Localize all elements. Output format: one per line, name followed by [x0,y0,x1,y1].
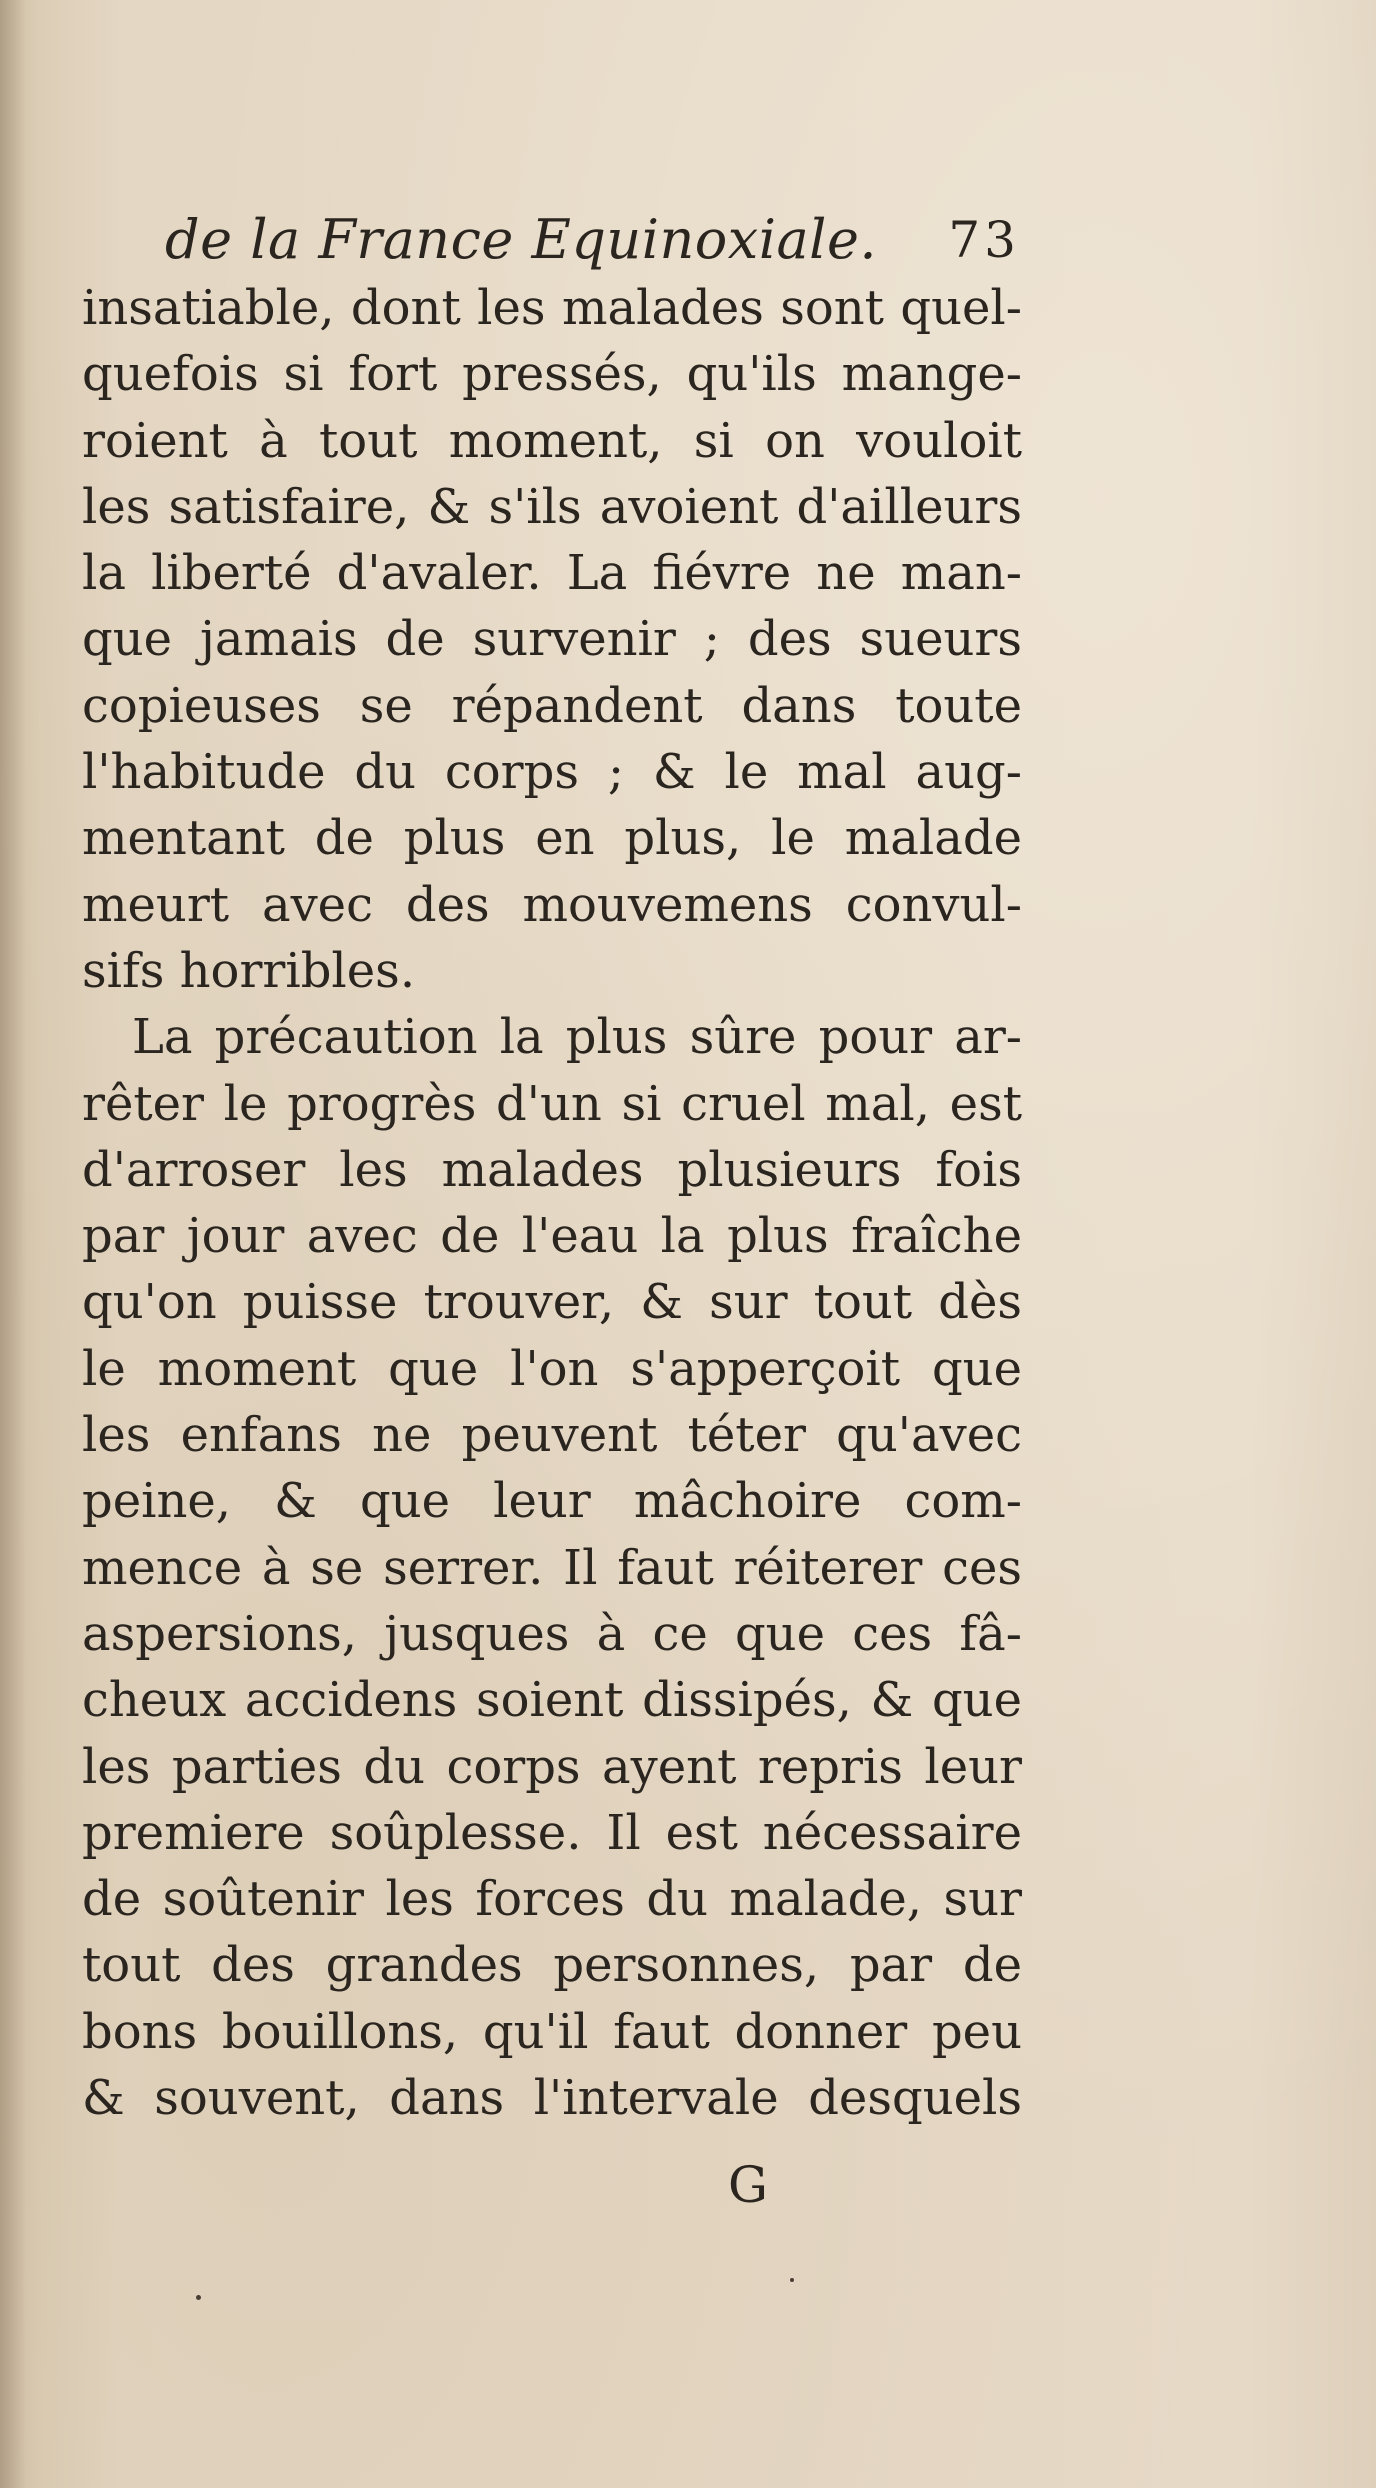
text-line: copieuses se répandent dans toute [82,677,1022,734]
text-line: les satisfaire, & s'ils avoient d'ailleurs [82,478,1022,535]
running-head: de la France Equinoxiale. [165,208,878,271]
page-header [165,205,1020,275]
text-line: insatiable, dont les malades sont quel- [82,280,1022,336]
paragraph-first-line: La précaution la plus sûre pour ar- [132,1009,1022,1066]
text-line: qu'on puisse trouver, & sur tout dès [82,1274,1022,1331]
text-line: le moment que l'on s'apperçoit que [82,1340,1022,1397]
text-line: tout des grandes personnes, par de [82,1937,1022,1994]
text-line: par jour avec de l'eau la plus fraîche [82,1208,1022,1265]
text-line: meurt avec des mouvemens convul- [82,876,1022,933]
paragraph-last-line: sifs horribles. [82,942,416,999]
text-line: mentant de plus en plus, le malade [82,810,1022,867]
text-line: rêter le progrès d'un si cruel mal, est [82,1075,1022,1132]
text-line: premiere soûplesse. Il est nécessaire [82,1804,1022,1861]
text-line: d'arroser les malades plusieurs fois [82,1141,1022,1198]
text-line: l'habitude du corps ; & le mal aug- [82,744,1022,801]
text-line: bons bouillons, qu'il faut donner peu [82,2003,1022,2060]
text-line: aspersions, jusques à ce que ces fâ- [82,1605,1022,1662]
text-line: de soûtenir les forces du malade, sur [82,1871,1022,1928]
text-line: mence à se serrer. Il faut réiterer ces [82,1539,1022,1596]
text-line: & souvent, dans l'intervale desquels [82,2070,1022,2127]
text-line: que jamais de survenir ; des sueurs [82,611,1022,668]
text-line: la liberté d'avaler. La fiévre ne man- [82,545,1022,602]
body-text [82,275,1022,2131]
page-number: 73 [948,211,1020,269]
paper-speck [196,2295,201,2300]
text-line: peine, & que leur mâchoire com- [82,1473,1022,1530]
text-line: cheux accidens soient dissipés, & que [82,1672,1022,1729]
text-line: roient à tout moment, si on vouloit [82,412,1022,469]
text-line: les parties du corps ayent repris leur [82,1738,1022,1795]
paper-speck [790,2278,794,2282]
gutter-shadow [0,0,26,2488]
text-line: les enfans ne peuvent téter qu'avec [82,1407,1022,1464]
signature-mark: G [728,2156,768,2214]
text-line: quefois si fort pressés, qu'ils mange- [82,346,1022,403]
